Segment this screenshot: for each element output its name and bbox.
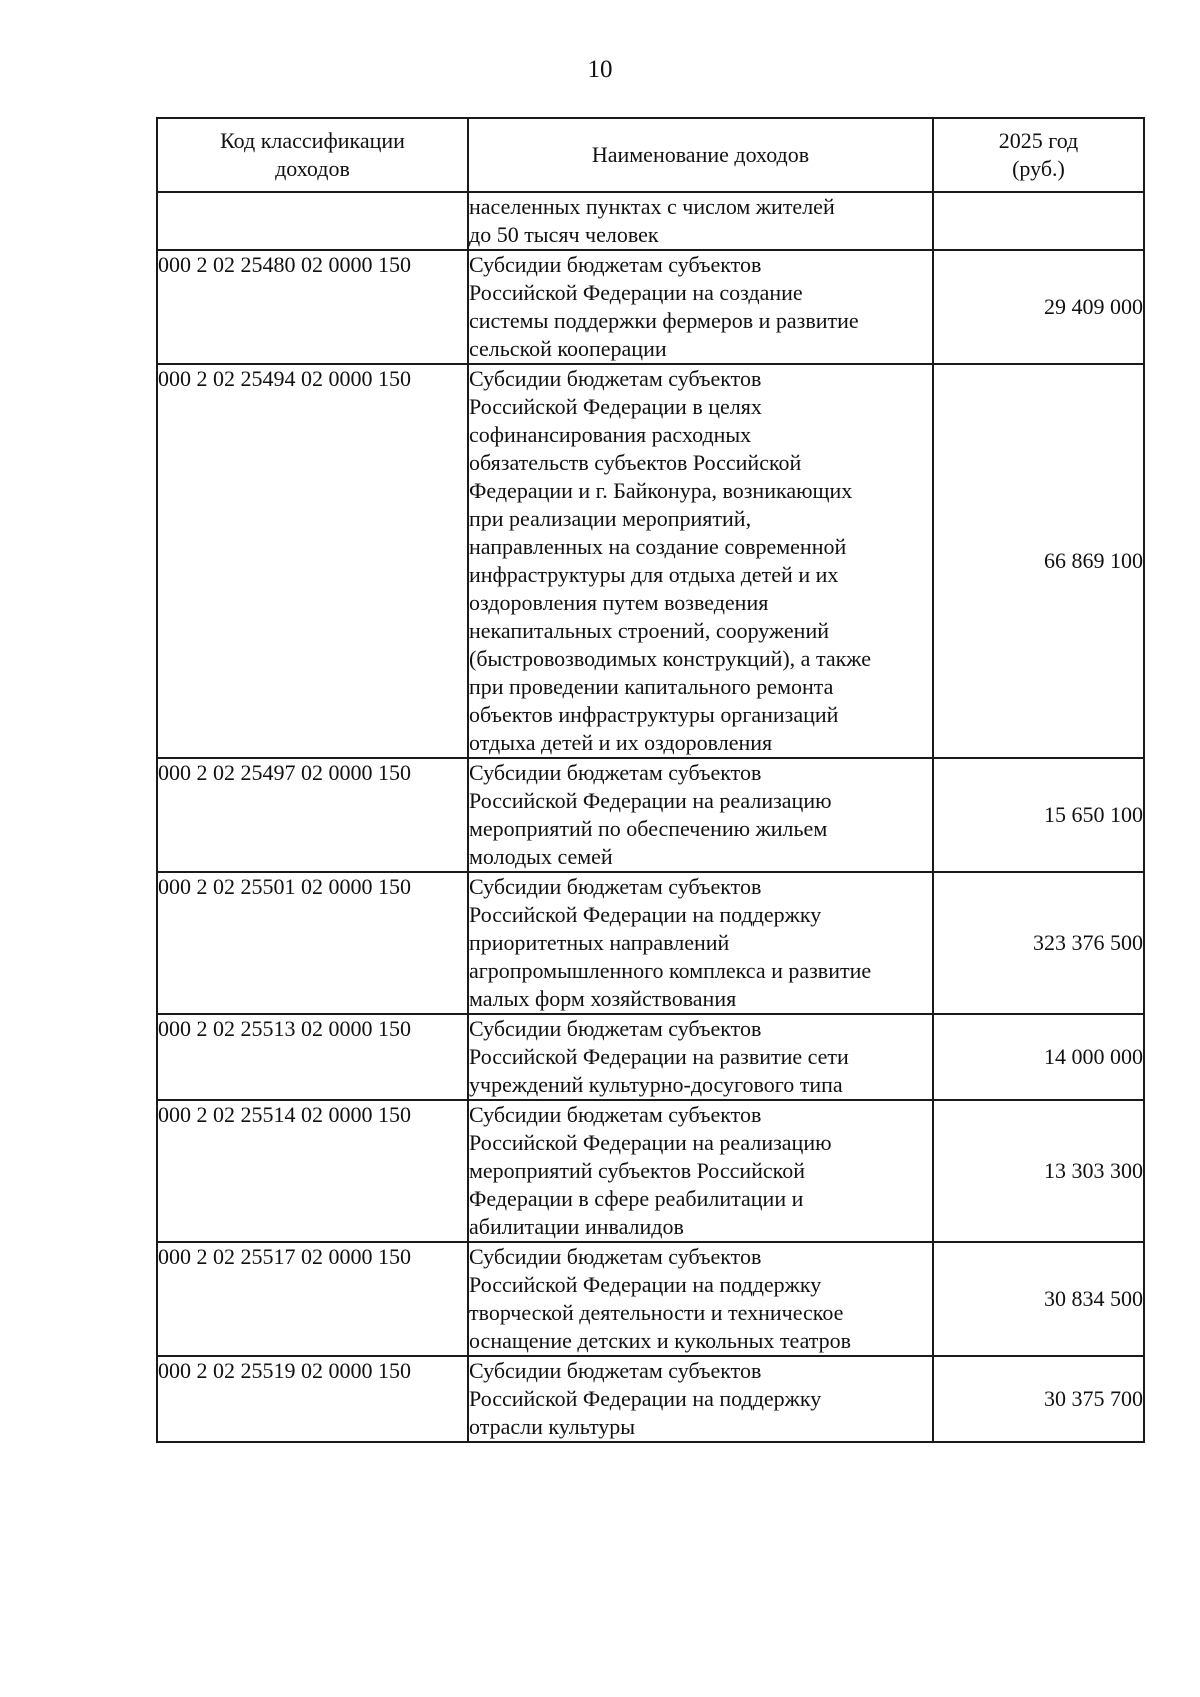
- income-name-line: оздоровления путем возведения: [469, 590, 769, 615]
- income-name-line: некапитальных строений, сооружений: [469, 618, 830, 643]
- income-name-line: Субсидии бюджетам субъектов: [469, 760, 762, 785]
- income-code-cell: 000 2 02 25480 02 0000 150: [157, 250, 468, 364]
- amount-cell: 323 376 500: [933, 872, 1144, 1014]
- amount-cell: 13 303 300: [933, 1100, 1144, 1242]
- table-row: [157, 250, 1144, 364]
- header-code-line: Код классификации: [220, 128, 405, 153]
- income-name-line: объектов инфраструктуры организаций: [469, 702, 839, 727]
- income-name-line: отдыха детей и их оздоровления: [469, 730, 773, 755]
- table-row: [157, 1242, 1144, 1356]
- income-name-line: сельской кооперации: [469, 336, 667, 361]
- header-name: [468, 118, 933, 192]
- income-name-line: Российской Федерации на поддержку: [469, 902, 822, 927]
- income-name-cell: [468, 1242, 933, 1356]
- income-name-line: Российской Федерации на поддержку: [469, 1272, 822, 1297]
- income-name-line: Российской Федерации на создание: [469, 280, 803, 305]
- income-code-cell: 000 2 02 25519 02 0000 150: [157, 1356, 468, 1442]
- income-name-line: Российской Федерации на развитие сети: [469, 1044, 849, 1069]
- table-row: [157, 758, 1144, 872]
- page-number: 10: [587, 56, 613, 83]
- header-row: [157, 118, 1144, 192]
- income-name-cell: [468, 1356, 933, 1442]
- income-name-line: Субсидии бюджетам субъектов: [469, 1244, 762, 1269]
- income-name-line: Российской Федерации на реализацию: [469, 1130, 832, 1155]
- income-name-line: при реализации мероприятий,: [469, 506, 752, 531]
- income-name-line: Российской Федерации на поддержку: [469, 1386, 822, 1411]
- income-name-cell: [468, 192, 933, 250]
- income-name-line: Федерации и г. Байконура, возникающих: [469, 478, 853, 503]
- income-name-cell: [468, 250, 933, 364]
- income-code-cell: 000 2 02 25497 02 0000 150: [157, 758, 468, 872]
- income-name-cell: [468, 364, 933, 758]
- income-name-line: отрасли культуры: [469, 1414, 636, 1439]
- header-amount: [933, 118, 1144, 192]
- amount-cell: 14 000 000: [933, 1014, 1144, 1100]
- income-name-line: Российской Федерации на реализацию: [469, 788, 832, 813]
- income-code-cell: 000 2 02 25514 02 0000 150: [157, 1100, 468, 1242]
- income-name-line: системы поддержки фермеров и развитие: [469, 308, 859, 333]
- amount-cell: 30 834 500: [933, 1242, 1144, 1356]
- income-name-line: при проведении капитального ремонта: [469, 674, 834, 699]
- income-name-line: Субсидии бюджетам субъектов: [469, 1016, 762, 1041]
- amount-cell: 30 375 700: [933, 1356, 1144, 1442]
- amount-cell: 66 869 100: [933, 364, 1144, 758]
- table-row: [157, 872, 1144, 1014]
- amount-cell: 29 409 000: [933, 250, 1144, 364]
- income-name-cell: [468, 758, 933, 872]
- income-name-line: абилитации инвалидов: [469, 1214, 684, 1239]
- income-name-line: агропромышленного комплекса и развитие: [469, 958, 872, 983]
- table-row: [157, 364, 1144, 758]
- income-name-line: малых форм хозяйствования: [469, 986, 737, 1011]
- table-row: [157, 1014, 1144, 1100]
- income-name-line: Российской Федерации в целях: [469, 394, 762, 419]
- income-code-cell: [157, 192, 468, 250]
- table-row: [157, 1356, 1144, 1442]
- income-name-line: инфраструктуры для отдыха детей и их: [469, 562, 839, 587]
- income-name-line: мероприятий по обеспечению жильем: [469, 816, 828, 841]
- header-code: [157, 118, 468, 192]
- header-name-line: Наименование доходов: [591, 142, 810, 167]
- income-name-line: Субсидии бюджетам субъектов: [469, 874, 762, 899]
- table-row: [157, 1100, 1144, 1242]
- table-header: [157, 118, 1144, 192]
- header-amount-line: 2025 год: [998, 128, 1079, 153]
- income-name-line: Субсидии бюджетам субъектов: [469, 1358, 762, 1383]
- income-name-line: направленных на создание современной: [469, 534, 847, 559]
- income-name-line: Федерации в сфере реабилитации и: [469, 1186, 804, 1211]
- amount-cell: [933, 192, 1144, 250]
- income-name-line: мероприятий субъектов Российской: [469, 1158, 806, 1183]
- amount-cell: 15 650 100: [933, 758, 1144, 872]
- income-name-cell: [468, 1100, 933, 1242]
- income-name-line: до 50 тысяч человек: [469, 222, 659, 247]
- income-name-line: Субсидии бюджетам субъектов: [469, 366, 762, 391]
- income-name-line: софинансирования расходных: [469, 422, 752, 447]
- table-body: [157, 192, 1144, 1442]
- income-name-line: обязательств субъектов Российской: [469, 450, 802, 475]
- income-name-line: Субсидии бюджетам субъектов: [469, 252, 762, 277]
- income-name-line: оснащение детских и кукольных театров: [469, 1328, 852, 1353]
- income-code-cell: 000 2 02 25494 02 0000 150: [157, 364, 468, 758]
- header-amount-line: (руб.): [1012, 156, 1065, 181]
- table-row: [157, 192, 1144, 250]
- income-code-cell: 000 2 02 25513 02 0000 150: [157, 1014, 468, 1100]
- income-name-cell: [468, 872, 933, 1014]
- income-name-line: творческой деятельности и техническое: [469, 1300, 844, 1325]
- income-name-cell: [468, 1014, 933, 1100]
- income-name-line: учреждений культурно-досугового типа: [469, 1072, 843, 1097]
- income-name-line: населенных пунктах с числом жителей: [469, 194, 835, 219]
- income-name-line: молодых семей: [469, 844, 613, 869]
- income-name-line: Субсидии бюджетам субъектов: [469, 1102, 762, 1127]
- income-table: [156, 117, 1145, 1443]
- income-name-line: (быстровозводимых конструкций), а также: [469, 646, 871, 671]
- header-code-line: доходов: [275, 156, 350, 181]
- income-code-cell: 000 2 02 25517 02 0000 150: [157, 1242, 468, 1356]
- income-name-line: приоритетных направлений: [469, 930, 730, 955]
- income-code-cell: 000 2 02 25501 02 0000 150: [157, 872, 468, 1014]
